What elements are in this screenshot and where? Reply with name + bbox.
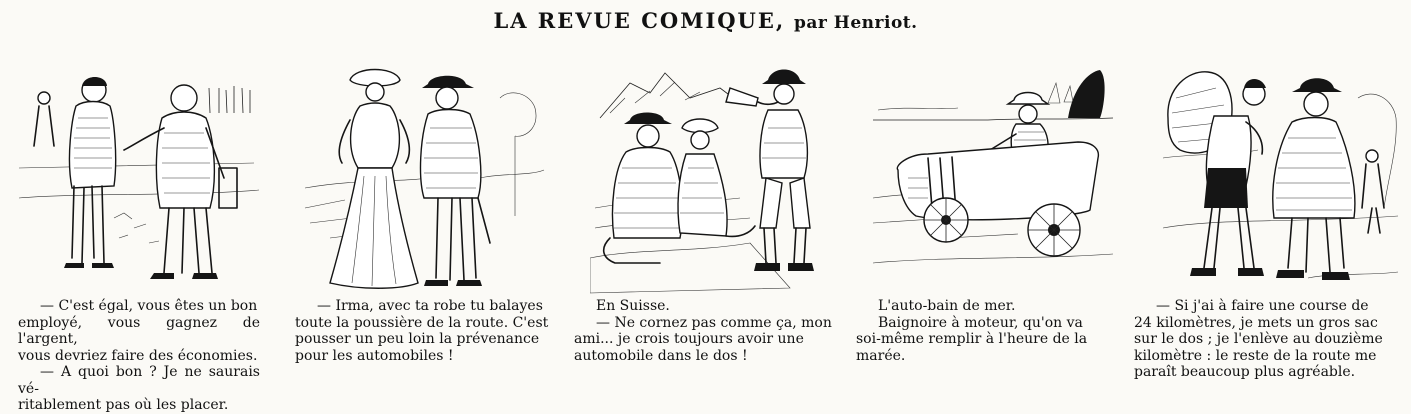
caption-line: vous devriez faire des économies. xyxy=(18,347,258,364)
caption-line: — Irma, avec ta robe tu balayes xyxy=(317,298,543,314)
caption-line: paraît beaucoup plus agréable. xyxy=(1134,364,1356,380)
caption-line: — Si j'ai à faire une course de xyxy=(1156,298,1369,314)
panel-2-illustration xyxy=(300,58,546,296)
caption-line: automobile dans le dos ! xyxy=(574,347,748,364)
caption-line: — C'est égal, vous êtes un bon xyxy=(40,298,258,314)
caption-line: En Suisse. xyxy=(596,298,670,314)
panel-4-caption xyxy=(856,298,1112,364)
caption-line: — A quoi bon ? Je ne saurais vé- xyxy=(18,364,260,397)
caption-line: marée. xyxy=(856,347,906,364)
title-main: LA REVUE COMIQUE, xyxy=(493,8,786,33)
caption-line: ritablement pas où les placer. xyxy=(18,397,229,413)
caption-line: toute la poussière de la route. C'est xyxy=(295,314,549,331)
panel-5-caption xyxy=(1134,298,1396,381)
page-title xyxy=(0,8,1411,33)
panel-1-illustration xyxy=(14,58,262,296)
caption-line: pour les automobiles ! xyxy=(295,347,454,364)
caption-line: ami... je crois toujours avoir une xyxy=(574,331,804,347)
panel-3-caption xyxy=(574,298,832,364)
caption-line: employé, vous gagnez de l'argent, xyxy=(18,314,260,347)
title-author: par Henriot. xyxy=(794,13,918,33)
caption-line: L'auto-bain de mer. xyxy=(878,298,1016,314)
caption-line: pousser un peu loin la prévenance xyxy=(295,331,540,347)
panel-3-illustration xyxy=(590,58,838,296)
panel-2-caption xyxy=(295,298,551,364)
caption-line: Baignoire à moteur, qu'on va xyxy=(878,314,1083,331)
panel-1-caption xyxy=(18,298,260,414)
caption-line: soi-même remplir à l'heure de la xyxy=(856,331,1088,347)
panel-5-illustration xyxy=(1158,58,1402,296)
panel-4-illustration xyxy=(868,58,1118,296)
caption-line: — Ne cornez pas comme ça, mon xyxy=(596,314,832,331)
caption-line: sur le dos ; je l'enlève au douzième xyxy=(1134,331,1383,347)
caption-line: kilomètre : le reste de la route me xyxy=(1134,347,1377,364)
caption-line: 24 kilomètres, je mets un gros sac xyxy=(1134,314,1378,331)
